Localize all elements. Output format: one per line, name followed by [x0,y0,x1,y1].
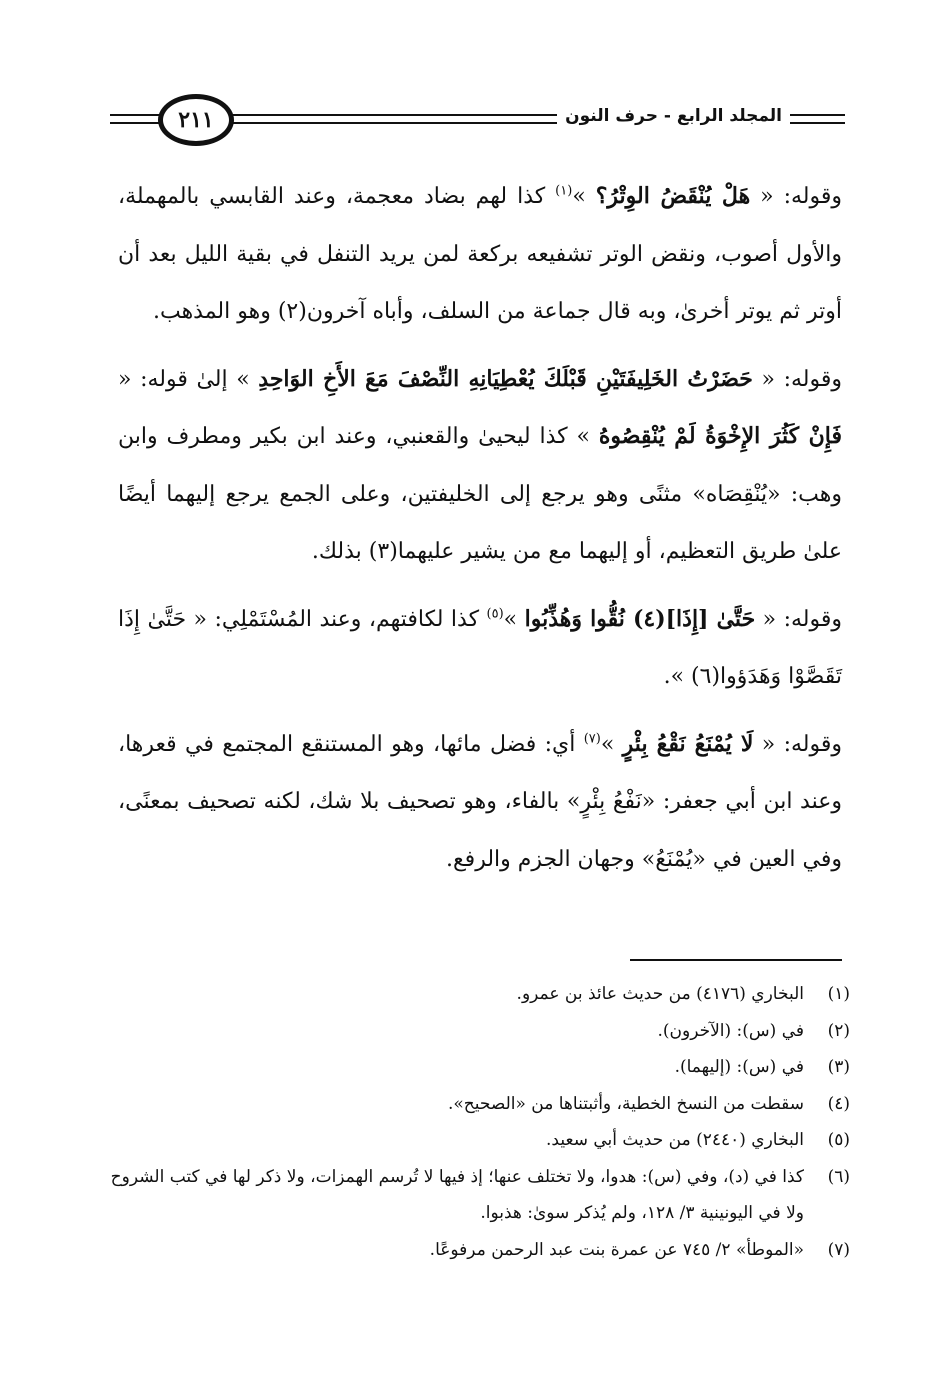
quote-close: » [503,606,525,632]
footnote-item [105,1013,850,1050]
footnote-item [105,1159,850,1232]
page-number: ٢١١ [178,107,214,133]
paragraph-lead: وقوله: « [752,366,842,392]
footnote-text: كذا في (د)، وفي (س): هدوا، ولا تختلف عنها؛ إذ فيها لا تُرسم الهمزات، ولا ذكر لها في كتب الشروح ولا في اليونينية ٣/ ١٢٨، ولم يُذكر سوىٰ: هذبوا. [110,1166,804,1223]
main-text [118,168,842,898]
footnote-ref: (١) [555,183,573,199]
footnote-item [105,1232,850,1269]
paragraph-4 [118,716,842,889]
footnote-item [105,1122,850,1159]
footnote-number: (٥) [827,1130,850,1150]
running-title: المجلد الرابع - حرف النون [557,106,790,126]
footnote-text: «الموطأ» ٢/ ٧٤٥ عن عمرة بنت عبد الرحمن مرفوعًا. [429,1239,804,1260]
quote-close: » [600,731,623,757]
paragraph-body: كذا لكافتهم، وعند المُسْتَمْلِي: « حَتَّىٰ إِذَا تَقَصَّوْا وَهَدَؤوا(٦) ». [118,606,842,689]
paragraph-lead: وقوله: « [753,731,842,757]
paragraph-lead: وقوله: « [750,184,842,209]
quoted-phrase: حَضَرْتُ الخَلِيفَتَيْنِ قَبْلَكَ يُعْطِيَانِهِ النِّصْفَ مَعَ الأَخِ الوَاحِدِ [258,365,753,392]
quoted-phrase: هَلْ يُنْقَضُ الوِتْرُ؟ [595,183,751,209]
footnote-separator [630,959,842,961]
quoted-phrase: لَا يُمْنَعُ نَقْعُ بِئْرٍ [622,730,754,757]
footnote-number: (٤) [827,1093,850,1114]
paragraph-body: كذا لهم بضاد معجمة، وعند القابسي بالمهملة، والأول أصوب، ونقض الوتر تشفيعه بركعة لمن يريد التنفل في بقية الليل بعد أن أوتر ثم يوتر أخرىٰ، وبه قال جماعة من السلف، وأباه آخرون(٢) وهو المذهب. [118,184,842,324]
paragraph-3 [118,591,842,706]
footnote-number: (٢) [827,1020,850,1041]
footnote-number: (٣) [827,1057,850,1077]
paragraph-mid: إلىٰ قوله: « [118,366,237,392]
quoted-phrase-2: فَإِنْ كَثُرَ الإِخْوَةُ لَمْ يُنْقِصُوهُ [598,423,842,449]
quoted-phrase: حَتَّىٰ [إِذَا](٤) نُقُّوا وَهُذِّبُوا [524,605,756,632]
footnote-item [105,1049,850,1086]
footnote-item [105,976,850,1013]
paragraph-body: أي: فضل مائها، وهو المستنقع المجتمع في قعرها، وعند ابن أبي جعفر: «نَفْعُ بِئْرٍ» بالفاء، وهو تصحيف بلا شك، لكنه تصحيف بمعنًى، وفي العين في «يُمْنَعُ» وجهان الجزم والرفع. [118,731,842,872]
quote-close: » [236,366,259,392]
page-number-badge [158,94,234,146]
paragraph-1 [118,168,842,341]
footnote-number: (٦) [827,1166,850,1187]
page-header [110,92,845,152]
footnote-number: (١) [827,984,850,1004]
footnote-text: البخاري (٤١٧٦) من حديث عائذ بن عمرو. [516,984,804,1004]
footnote-ref: (٥) [486,606,504,622]
paragraph-body: » كذا ليحيىٰ والقعنبي، وعند ابن بكير ومطرف وابن وهب: «يُنْقِصَاه» مثنًى وهو يرجع إلى الخليفتين، وعلى الجمع يرجع إليهما أيضًا علىٰ طريق التعظيم، أو إليهما مع من يشير عليهما(٣) بذلك. [118,424,842,564]
footnotes [105,976,850,1268]
footnote-text: سقطت من النسخ الخطية، وأثبتناها من «الصحيح». [447,1093,804,1114]
footnote-number: (٧) [827,1239,850,1260]
footnote-ref: (٧) [583,731,601,747]
footnote-item [105,1086,850,1123]
paragraph-2 [118,351,842,581]
paragraph-lead: وقوله: « [755,606,842,632]
footnote-text: في (س): (إليهما). [674,1057,804,1077]
footnote-text: البخاري (٢٤٤٠) من حديث أبي سعيد. [546,1130,804,1150]
footnote-text: في (س): (الآخرون). [657,1020,804,1041]
quote-close: » [572,184,596,209]
